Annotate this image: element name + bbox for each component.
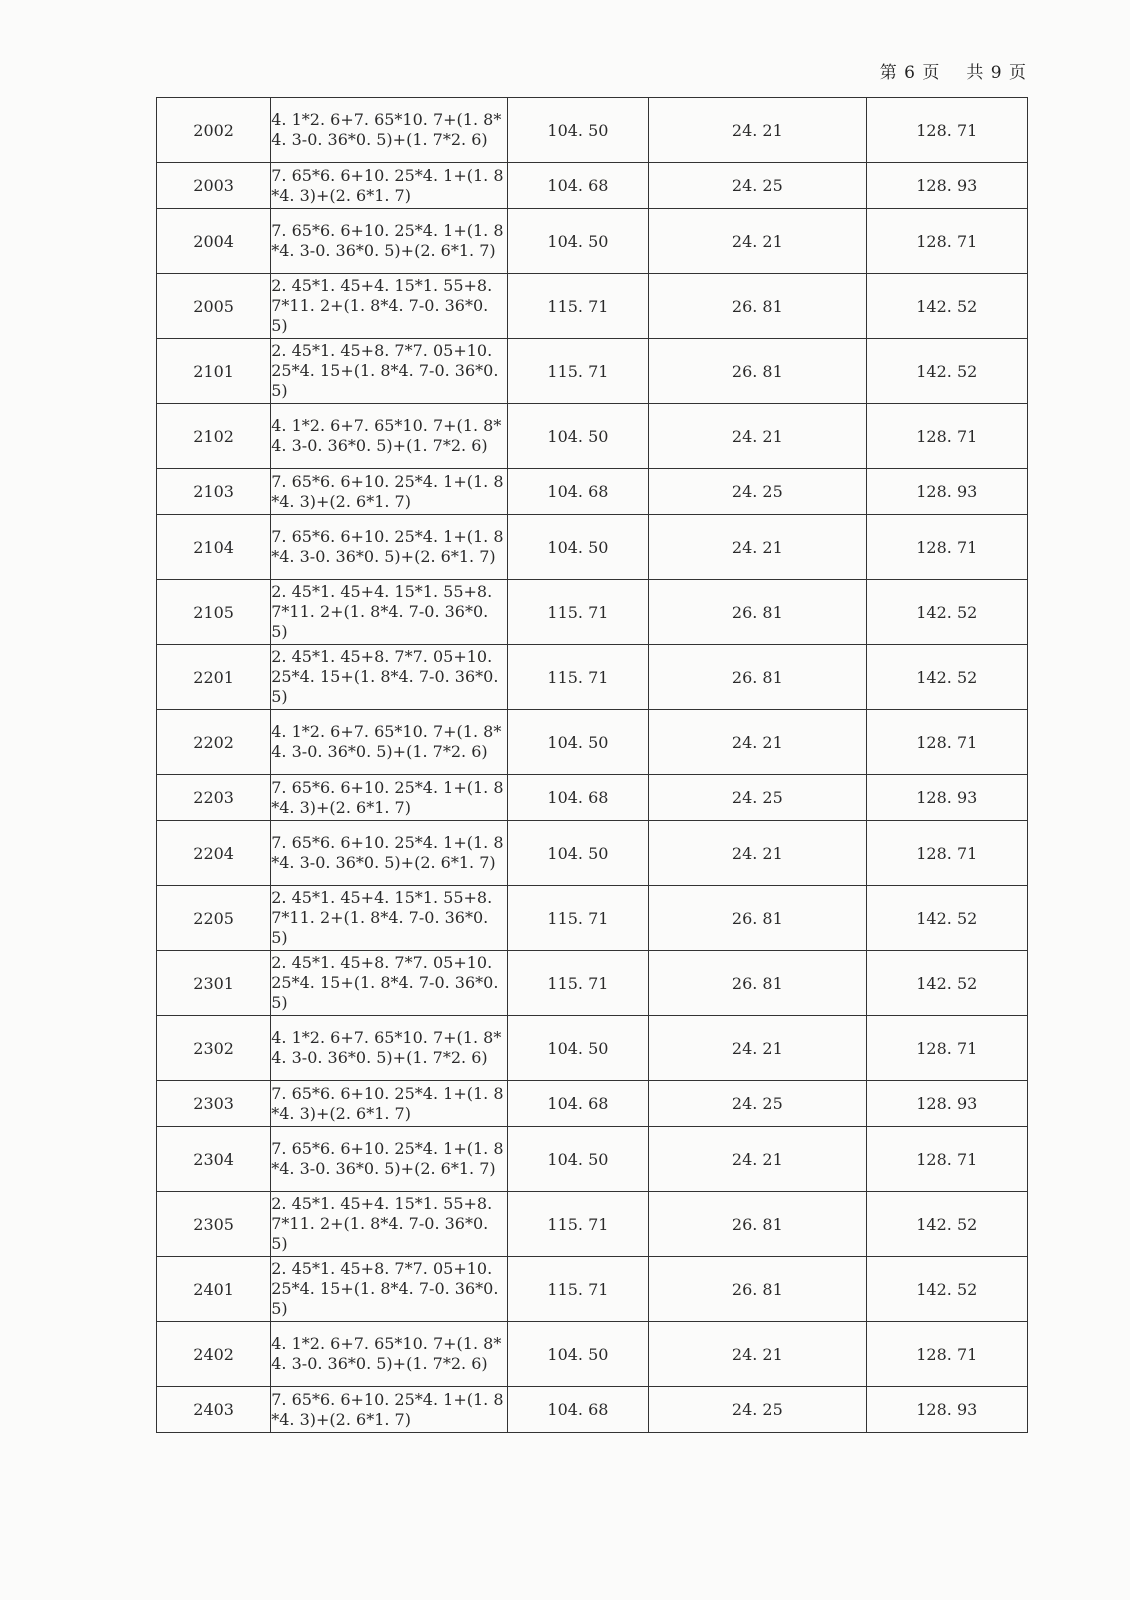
shared-area-cell: 24. 21 (649, 1127, 866, 1192)
area-formula-cell: 4. 1*2. 6+7. 65*10. 7+(1. 8*4. 3-0. 36*0. 5)+(1. 7*2. 6) (271, 404, 508, 469)
unit-area-cell: 104. 50 (507, 1322, 648, 1387)
table-row (157, 404, 1028, 469)
shared-area-cell: 24. 25 (649, 469, 866, 515)
table-row (157, 580, 1028, 645)
shared-area-cell: 24. 25 (649, 1387, 866, 1433)
unit-area-cell: 104. 50 (507, 209, 648, 274)
room-number-cell: 2105 (157, 580, 271, 645)
total-area-cell: 128. 71 (866, 404, 1027, 469)
shared-area-cell: 26. 81 (649, 1257, 866, 1322)
unit-area-cell: 115. 71 (507, 274, 648, 339)
page-number-header (880, 58, 1027, 83)
total-area-cell: 128. 71 (866, 821, 1027, 886)
area-formula-cell: 7. 65*6. 6+10. 25*4. 1+(1. 8*4. 3)+(2. 6*1. 7) (271, 775, 508, 821)
area-formula-cell: 2. 45*1. 45+8. 7*7. 05+10. 25*4. 15+(1. 8*4. 7-0. 36*0. 5) (271, 645, 508, 710)
room-number-cell: 2303 (157, 1081, 271, 1127)
area-formula-cell: 2. 45*1. 45+8. 7*7. 05+10. 25*4. 15+(1. 8*4. 7-0. 36*0. 5) (271, 339, 508, 404)
total-area-cell: 128. 93 (866, 1387, 1027, 1433)
unit-area-cell: 104. 68 (507, 1081, 648, 1127)
page-label: 第 6 页 (879, 63, 941, 83)
area-formula-cell: 2. 45*1. 45+8. 7*7. 05+10. 25*4. 15+(1. 8*4. 7-0. 36*0. 5) (271, 1257, 508, 1322)
room-number-cell: 2101 (157, 339, 271, 404)
shared-area-cell: 24. 21 (649, 710, 866, 775)
total-area-cell: 142. 52 (866, 1192, 1027, 1257)
total-area-cell: 128. 71 (866, 1127, 1027, 1192)
area-formula-cell: 4. 1*2. 6+7. 65*10. 7+(1. 8*4. 3-0. 36*0. 5)+(1. 7*2. 6) (271, 1322, 508, 1387)
unit-area-cell: 104. 50 (507, 1016, 648, 1081)
area-formula-cell: 7. 65*6. 6+10. 25*4. 1+(1. 8*4. 3-0. 36*0. 5)+(2. 6*1. 7) (271, 1127, 508, 1192)
table-row (157, 710, 1028, 775)
unit-area-cell: 104. 50 (507, 515, 648, 580)
table-row (157, 98, 1028, 163)
shared-area-cell: 24. 25 (649, 1081, 866, 1127)
total-area-cell: 128. 93 (866, 1081, 1027, 1127)
room-number-cell: 2004 (157, 209, 271, 274)
table-row (157, 339, 1028, 404)
area-formula-cell: 2. 45*1. 45+4. 15*1. 55+8. 7*11. 2+(1. 8*4. 7-0. 36*0. 5) (271, 1192, 508, 1257)
table-row (157, 1127, 1028, 1192)
room-number-cell: 2005 (157, 274, 271, 339)
room-number-cell: 2104 (157, 515, 271, 580)
total-area-cell: 128. 71 (866, 515, 1027, 580)
total-area-cell: 128. 93 (866, 775, 1027, 821)
shared-area-cell: 24. 25 (649, 775, 866, 821)
table-row (157, 209, 1028, 274)
unit-area-cell: 104. 68 (507, 1387, 648, 1433)
total-area-cell: 128. 71 (866, 1016, 1027, 1081)
unit-area-cell: 115. 71 (507, 886, 648, 951)
area-formula-cell: 7. 65*6. 6+10. 25*4. 1+(1. 8*4. 3-0. 36*0. 5)+(2. 6*1. 7) (271, 209, 508, 274)
table-row (157, 775, 1028, 821)
table-row (157, 274, 1028, 339)
unit-area-cell: 115. 71 (507, 339, 648, 404)
room-number-cell: 2302 (157, 1016, 271, 1081)
table-row (157, 1192, 1028, 1257)
area-formula-cell: 7. 65*6. 6+10. 25*4. 1+(1. 8*4. 3)+(2. 6*1. 7) (271, 1387, 508, 1433)
total-area-cell: 128. 71 (866, 1322, 1027, 1387)
room-number-cell: 2203 (157, 775, 271, 821)
room-number-cell: 2002 (157, 98, 271, 163)
shared-area-cell: 24. 21 (649, 98, 866, 163)
area-formula-cell: 7. 65*6. 6+10. 25*4. 1+(1. 8*4. 3-0. 36*0. 5)+(2. 6*1. 7) (271, 821, 508, 886)
table-row (157, 1387, 1028, 1433)
total-pages-label: 共 9 页 (966, 63, 1027, 83)
total-area-cell: 142. 52 (866, 1257, 1027, 1322)
unit-area-cell: 104. 50 (507, 98, 648, 163)
shared-area-cell: 24. 21 (649, 209, 866, 274)
room-number-cell: 2202 (157, 710, 271, 775)
table-row (157, 1081, 1028, 1127)
table-row (157, 469, 1028, 515)
total-area-cell: 142. 52 (866, 886, 1027, 951)
unit-area-cell: 104. 68 (507, 469, 648, 515)
shared-area-cell: 24. 21 (649, 821, 866, 886)
total-area-cell: 142. 52 (866, 951, 1027, 1016)
unit-area-cell: 115. 71 (507, 645, 648, 710)
table-row (157, 1322, 1028, 1387)
shared-area-cell: 26. 81 (649, 886, 866, 951)
unit-area-cell: 104. 68 (507, 163, 648, 209)
room-number-cell: 2204 (157, 821, 271, 886)
area-formula-cell: 4. 1*2. 6+7. 65*10. 7+(1. 8*4. 3-0. 36*0. 5)+(1. 7*2. 6) (271, 98, 508, 163)
area-formula-cell: 2. 45*1. 45+8. 7*7. 05+10. 25*4. 15+(1. 8*4. 7-0. 36*0. 5) (271, 951, 508, 1016)
total-area-cell: 128. 71 (866, 710, 1027, 775)
shared-area-cell: 26. 81 (649, 645, 866, 710)
total-area-cell: 142. 52 (866, 339, 1027, 404)
unit-area-cell: 104. 50 (507, 404, 648, 469)
table-row (157, 163, 1028, 209)
table-row (157, 886, 1028, 951)
shared-area-cell: 24. 21 (649, 1016, 866, 1081)
area-formula-cell: 2. 45*1. 45+4. 15*1. 55+8. 7*11. 2+(1. 8*4. 7-0. 36*0. 5) (271, 886, 508, 951)
room-number-cell: 2304 (157, 1127, 271, 1192)
unit-area-cell: 104. 50 (507, 1127, 648, 1192)
shared-area-cell: 24. 25 (649, 163, 866, 209)
table-row (157, 645, 1028, 710)
unit-area-cell: 115. 71 (507, 580, 648, 645)
unit-area-cell: 115. 71 (507, 1257, 648, 1322)
shared-area-cell: 24. 21 (649, 515, 866, 580)
unit-area-cell: 104. 50 (507, 710, 648, 775)
area-formula-cell: 2. 45*1. 45+4. 15*1. 55+8. 7*11. 2+(1. 8*4. 7-0. 36*0. 5) (271, 580, 508, 645)
room-number-cell: 2301 (157, 951, 271, 1016)
unit-area-cell: 115. 71 (507, 1192, 648, 1257)
room-number-cell: 2102 (157, 404, 271, 469)
room-number-cell: 2305 (157, 1192, 271, 1257)
area-formula-cell: 4. 1*2. 6+7. 65*10. 7+(1. 8*4. 3-0. 36*0. 5)+(1. 7*2. 6) (271, 710, 508, 775)
area-formula-cell: 7. 65*6. 6+10. 25*4. 1+(1. 8*4. 3)+(2. 6*1. 7) (271, 469, 508, 515)
room-number-cell: 2003 (157, 163, 271, 209)
total-area-cell: 128. 71 (866, 209, 1027, 274)
room-number-cell: 2402 (157, 1322, 271, 1387)
area-formula-cell: 4. 1*2. 6+7. 65*10. 7+(1. 8*4. 3-0. 36*0. 5)+(1. 7*2. 6) (271, 1016, 508, 1081)
table-row (157, 515, 1028, 580)
total-area-cell: 142. 52 (866, 274, 1027, 339)
room-number-cell: 2205 (157, 886, 271, 951)
room-number-cell: 2103 (157, 469, 271, 515)
unit-area-cell: 104. 68 (507, 775, 648, 821)
area-formula-cell: 7. 65*6. 6+10. 25*4. 1+(1. 8*4. 3)+(2. 6*1. 7) (271, 163, 508, 209)
total-area-cell: 128. 93 (866, 469, 1027, 515)
shared-area-cell: 26. 81 (649, 339, 866, 404)
shared-area-cell: 26. 81 (649, 1192, 866, 1257)
area-formula-cell: 7. 65*6. 6+10. 25*4. 1+(1. 8*4. 3-0. 36*0. 5)+(2. 6*1. 7) (271, 515, 508, 580)
total-area-cell: 128. 71 (866, 98, 1027, 163)
room-number-cell: 2201 (157, 645, 271, 710)
shared-area-cell: 24. 21 (649, 404, 866, 469)
shared-area-cell: 26. 81 (649, 580, 866, 645)
unit-area-cell: 104. 50 (507, 821, 648, 886)
total-area-cell: 128. 93 (866, 163, 1027, 209)
table-body (157, 98, 1028, 1433)
room-number-cell: 2403 (157, 1387, 271, 1433)
unit-area-cell: 115. 71 (507, 951, 648, 1016)
table-row (157, 951, 1028, 1016)
shared-area-cell: 26. 81 (649, 274, 866, 339)
area-formula-cell: 2. 45*1. 45+4. 15*1. 55+8. 7*11. 2+(1. 8*4. 7-0. 36*0. 5) (271, 274, 508, 339)
area-calculation-table (156, 97, 1028, 1433)
area-formula-cell: 7. 65*6. 6+10. 25*4. 1+(1. 8*4. 3)+(2. 6*1. 7) (271, 1081, 508, 1127)
total-area-cell: 142. 52 (866, 645, 1027, 710)
total-area-cell: 142. 52 (866, 580, 1027, 645)
shared-area-cell: 24. 21 (649, 1322, 866, 1387)
table-row (157, 1016, 1028, 1081)
table-row (157, 1257, 1028, 1322)
room-number-cell: 2401 (157, 1257, 271, 1322)
shared-area-cell: 26. 81 (649, 951, 866, 1016)
table-row (157, 821, 1028, 886)
